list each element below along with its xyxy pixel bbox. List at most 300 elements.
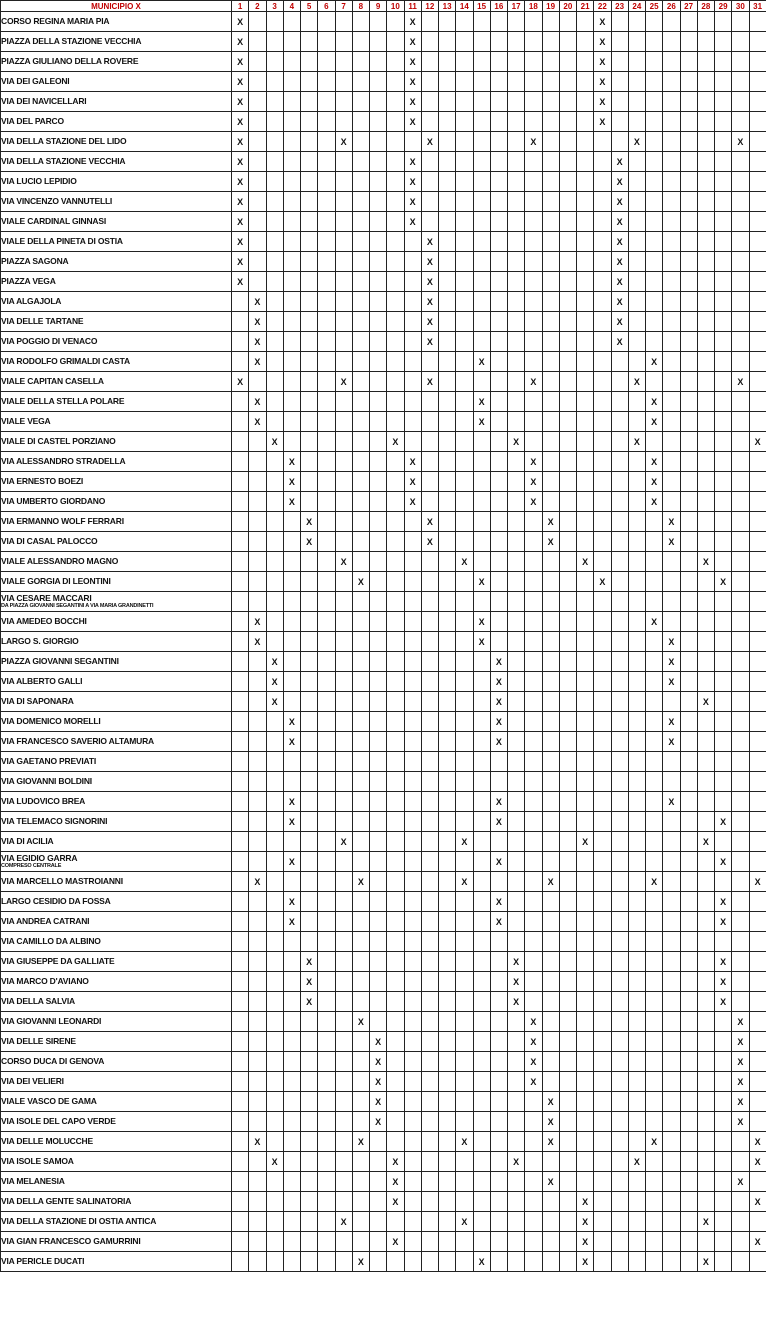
day-cell-26 [663, 532, 680, 552]
day-cell-21 [577, 132, 594, 152]
day-cell-23 [611, 252, 628, 272]
day-cell-2 [249, 212, 266, 232]
header-row [1, 1, 766, 12]
day-cell-9 [370, 132, 387, 152]
street-name-cell [1, 672, 232, 692]
schedule-mark: X [237, 236, 244, 247]
day-cell-27 [680, 1072, 697, 1092]
day-cell-20 [559, 212, 576, 232]
day-cell-17 [508, 992, 525, 1012]
day-cell-27 [680, 592, 697, 612]
schedule-mark: X [651, 1136, 658, 1147]
day-cell-19 [542, 932, 559, 952]
day-cell-12 [421, 212, 438, 232]
day-cell-18 [525, 1232, 542, 1252]
day-cell-30 [732, 1212, 749, 1232]
day-cell-19 [542, 492, 559, 512]
table-row [1, 292, 766, 312]
day-cell-21 [577, 172, 594, 192]
street-name: VIA ISOLE SAMOA [1, 1156, 74, 1166]
day-cell-29 [715, 1232, 732, 1252]
day-cell-25 [646, 772, 663, 792]
schedule-mark: X [582, 1256, 589, 1267]
day-cell-2 [249, 632, 266, 652]
day-cell-3 [266, 792, 283, 812]
day-cell-7 [335, 672, 352, 692]
day-cell-10 [387, 1032, 404, 1052]
street-name: VIA FRANCESCO SAVERIO ALTAMURA [1, 736, 154, 746]
day-cell-3 [266, 312, 283, 332]
day-cell-9 [370, 612, 387, 632]
day-cell-15 [473, 912, 490, 932]
day-cell-5 [301, 312, 318, 332]
day-cell-22 [594, 1112, 611, 1132]
day-cell-24 [628, 112, 645, 132]
day-cell-28 [697, 192, 714, 212]
day-cell-31 [749, 992, 766, 1012]
day-cell-22 [594, 172, 611, 192]
day-cell-17 [508, 932, 525, 952]
day-cell-14 [456, 692, 473, 712]
day-cell-24 [628, 492, 645, 512]
day-cell-25 [646, 852, 663, 872]
day-cell-28 [697, 232, 714, 252]
day-cell-19 [542, 172, 559, 192]
day-cell-14 [456, 72, 473, 92]
day-cell-12 [421, 712, 438, 732]
day-cell-8 [352, 192, 369, 212]
day-cell-26 [663, 972, 680, 992]
day-cell-2 [249, 932, 266, 952]
day-cell-13 [439, 392, 456, 412]
day-cell-25 [646, 812, 663, 832]
day-cell-4 [283, 592, 300, 612]
street-name-cell [1, 952, 232, 972]
day-cell-7 [335, 12, 352, 32]
day-cell-12 [421, 252, 438, 272]
day-cell-23 [611, 72, 628, 92]
day-cell-27 [680, 532, 697, 552]
day-cell-20 [559, 252, 576, 272]
day-cell-5 [301, 332, 318, 352]
day-cell-13 [439, 632, 456, 652]
day-cell-4 [283, 652, 300, 672]
table-row [1, 32, 766, 52]
schedule-mark: X [720, 856, 727, 867]
table-row [1, 1012, 766, 1032]
day-cell-23 [611, 1152, 628, 1172]
day-cell-7 [335, 972, 352, 992]
day-cell-8 [352, 1132, 369, 1152]
day-cell-22 [594, 332, 611, 352]
day-cell-26 [663, 452, 680, 472]
day-cell-4 [283, 812, 300, 832]
day-cell-8 [352, 672, 369, 692]
day-cell-24 [628, 72, 645, 92]
street-note: COMPRESO CENTRALE [1, 863, 62, 869]
day-cell-14 [456, 632, 473, 652]
day-cell-3 [266, 52, 283, 72]
day-cell-11 [404, 1212, 421, 1232]
schedule-mark: X [513, 976, 520, 987]
day-header-31: 31 [749, 1, 766, 12]
street-name-cell [1, 312, 232, 332]
day-cell-13 [439, 732, 456, 752]
day-cell-28 [697, 552, 714, 572]
day-cell-10 [387, 472, 404, 492]
day-cell-11 [404, 632, 421, 652]
day-cell-20 [559, 612, 576, 632]
day-cell-4 [283, 1012, 300, 1032]
day-cell-26 [663, 1152, 680, 1172]
schedule-mark: X [530, 496, 537, 507]
day-cell-24 [628, 232, 645, 252]
day-cell-8 [352, 372, 369, 392]
day-cell-4 [283, 632, 300, 652]
day-cell-9 [370, 532, 387, 552]
day-cell-14 [456, 12, 473, 32]
day-cell-31 [749, 232, 766, 252]
day-cell-25 [646, 252, 663, 272]
street-name-cell [1, 332, 232, 352]
day-cell-9 [370, 672, 387, 692]
day-cell-25 [646, 412, 663, 432]
day-cell-18 [525, 592, 542, 612]
day-cell-19 [542, 232, 559, 252]
street-name: VIA GIOVANNI LEONARDI [1, 1016, 102, 1026]
day-cell-16 [490, 172, 507, 192]
day-cell-9 [370, 432, 387, 452]
street-name: VIA CESARE MACCARI [1, 593, 92, 603]
day-cell-5 [301, 652, 318, 672]
day-cell-22 [594, 1092, 611, 1112]
day-cell-30 [732, 912, 749, 932]
day-cell-20 [559, 1112, 576, 1132]
day-cell-15 [473, 1092, 490, 1112]
day-cell-5 [301, 432, 318, 452]
day-cell-23 [611, 1252, 628, 1272]
day-cell-2 [249, 872, 266, 892]
day-cell-4 [283, 152, 300, 172]
day-cell-22 [594, 772, 611, 792]
day-cell-24 [628, 332, 645, 352]
day-cell-27 [680, 472, 697, 492]
street-name-cell [1, 592, 232, 612]
day-cell-18 [525, 752, 542, 772]
schedule-mark: X [254, 296, 261, 307]
day-cell-14 [456, 172, 473, 192]
table-row [1, 92, 766, 112]
day-cell-18 [525, 972, 542, 992]
day-cell-29 [715, 1252, 732, 1272]
day-cell-19 [542, 852, 559, 872]
day-cell-18 [525, 1212, 542, 1232]
day-cell-11 [404, 12, 421, 32]
day-cell-17 [508, 812, 525, 832]
day-cell-5 [301, 612, 318, 632]
day-cell-1 [232, 432, 249, 452]
day-cell-18 [525, 772, 542, 792]
day-cell-31 [749, 892, 766, 912]
day-cell-12 [421, 52, 438, 72]
street-name: VIA LUDOVICO BREA [1, 796, 86, 806]
day-cell-29 [715, 752, 732, 772]
day-header-22: 22 [594, 1, 611, 12]
day-cell-31 [749, 432, 766, 452]
day-cell-10 [387, 132, 404, 152]
schedule-mark: X [651, 476, 658, 487]
day-cell-27 [680, 272, 697, 292]
day-cell-1 [232, 872, 249, 892]
schedule-mark: X [254, 1136, 261, 1147]
day-cell-2 [249, 852, 266, 872]
street-name: VIALE ALESSANDRO MAGNO [1, 556, 119, 566]
schedule-mark: X [668, 736, 675, 747]
day-cell-19 [542, 1212, 559, 1232]
day-cell-1 [232, 752, 249, 772]
street-name: VIA ERNESTO BOEZI [1, 476, 84, 486]
street-name-cell [1, 1152, 232, 1172]
day-cell-29 [715, 772, 732, 792]
day-cell-15 [473, 392, 490, 412]
day-cell-1 [232, 1092, 249, 1112]
day-cell-3 [266, 272, 283, 292]
day-cell-6 [318, 852, 335, 872]
schedule-mark: X [409, 16, 416, 27]
day-cell-26 [663, 212, 680, 232]
day-cell-14 [456, 412, 473, 432]
table-row [1, 492, 766, 512]
day-cell-28 [697, 132, 714, 152]
day-cell-10 [387, 632, 404, 652]
day-cell-16 [490, 1012, 507, 1032]
street-name: VIA DELLA STAZIONE DEL LIDO [1, 136, 127, 146]
schedule-mark: X [237, 156, 244, 167]
day-cell-29 [715, 292, 732, 312]
street-name-cell [1, 52, 232, 72]
day-cell-5 [301, 692, 318, 712]
day-cell-17 [508, 912, 525, 932]
schedule-mark: X [426, 236, 433, 247]
day-cell-29 [715, 1152, 732, 1172]
day-cell-28 [697, 532, 714, 552]
day-cell-28 [697, 752, 714, 772]
day-cell-8 [352, 72, 369, 92]
day-cell-29 [715, 972, 732, 992]
day-cell-12 [421, 352, 438, 372]
day-cell-10 [387, 712, 404, 732]
table-row [1, 172, 766, 192]
day-cell-27 [680, 672, 697, 692]
day-cell-6 [318, 752, 335, 772]
day-cell-24 [628, 132, 645, 152]
day-cell-11 [404, 512, 421, 532]
day-cell-21 [577, 12, 594, 32]
schedule-mark: X [409, 216, 416, 227]
day-cell-10 [387, 1092, 404, 1112]
day-cell-14 [456, 972, 473, 992]
day-cell-27 [680, 372, 697, 392]
schedule-mark: X [461, 836, 468, 847]
day-cell-15 [473, 1192, 490, 1212]
day-cell-6 [318, 152, 335, 172]
day-cell-1 [232, 632, 249, 652]
street-name-cell [1, 972, 232, 992]
day-cell-16 [490, 432, 507, 452]
day-cell-16 [490, 132, 507, 152]
day-cell-4 [283, 672, 300, 692]
day-cell-14 [456, 1212, 473, 1232]
day-cell-14 [456, 232, 473, 252]
day-cell-13 [439, 1032, 456, 1052]
day-cell-23 [611, 892, 628, 912]
schedule-mark: X [478, 576, 485, 587]
day-cell-17 [508, 1032, 525, 1052]
day-cell-15 [473, 832, 490, 852]
day-cell-17 [508, 652, 525, 672]
day-cell-7 [335, 192, 352, 212]
schedule-mark: X [461, 556, 468, 567]
day-cell-21 [577, 272, 594, 292]
day-cell-29 [715, 232, 732, 252]
day-cell-28 [697, 772, 714, 792]
day-cell-2 [249, 372, 266, 392]
day-cell-26 [663, 752, 680, 772]
day-cell-9 [370, 1132, 387, 1152]
day-cell-11 [404, 572, 421, 592]
day-cell-14 [456, 932, 473, 952]
day-cell-12 [421, 992, 438, 1012]
day-cell-10 [387, 1152, 404, 1172]
schedule-mark: X [754, 1196, 761, 1207]
day-cell-17 [508, 952, 525, 972]
day-cell-19 [542, 1012, 559, 1032]
day-cell-10 [387, 992, 404, 1012]
schedule-mark: X [340, 1216, 347, 1227]
day-cell-5 [301, 1012, 318, 1032]
day-cell-15 [473, 992, 490, 1012]
day-cell-18 [525, 792, 542, 812]
day-cell-8 [352, 852, 369, 872]
day-cell-8 [352, 1252, 369, 1272]
day-cell-7 [335, 1192, 352, 1212]
day-cell-8 [352, 1012, 369, 1032]
day-cell-2 [249, 1252, 266, 1272]
day-cell-17 [508, 632, 525, 652]
day-header-16: 16 [490, 1, 507, 12]
day-cell-13 [439, 1232, 456, 1252]
schedule-mark: X [461, 1136, 468, 1147]
day-cell-19 [542, 692, 559, 712]
day-cell-12 [421, 132, 438, 152]
day-cell-30 [732, 212, 749, 232]
day-cell-28 [697, 852, 714, 872]
day-cell-24 [628, 1072, 645, 1092]
day-cell-20 [559, 152, 576, 172]
day-cell-15 [473, 92, 490, 112]
day-header-21: 21 [577, 1, 594, 12]
day-cell-11 [404, 372, 421, 392]
street-name-cell [1, 1032, 232, 1052]
table-row [1, 1052, 766, 1072]
day-cell-25 [646, 72, 663, 92]
schedule-mark: X [616, 176, 623, 187]
day-cell-31 [749, 72, 766, 92]
day-cell-14 [456, 52, 473, 72]
day-cell-14 [456, 32, 473, 52]
day-cell-21 [577, 632, 594, 652]
day-cell-28 [697, 152, 714, 172]
table-row [1, 392, 766, 412]
day-cell-1 [232, 412, 249, 432]
day-cell-18 [525, 172, 542, 192]
day-cell-28 [697, 1192, 714, 1212]
day-header-30: 30 [732, 1, 749, 12]
day-cell-24 [628, 1092, 645, 1112]
schedule-mark: X [271, 1156, 278, 1167]
day-cell-16 [490, 572, 507, 592]
day-cell-19 [542, 552, 559, 572]
table-row [1, 272, 766, 292]
day-cell-31 [749, 692, 766, 712]
day-cell-27 [680, 72, 697, 92]
street-name-cell [1, 112, 232, 132]
day-cell-6 [318, 132, 335, 152]
day-cell-6 [318, 612, 335, 632]
schedule-mark: X [530, 1076, 537, 1087]
day-cell-28 [697, 392, 714, 412]
day-cell-15 [473, 1212, 490, 1232]
day-cell-10 [387, 1192, 404, 1212]
day-cell-23 [611, 792, 628, 812]
day-cell-28 [697, 112, 714, 132]
day-cell-13 [439, 412, 456, 432]
day-cell-10 [387, 32, 404, 52]
day-cell-14 [456, 732, 473, 752]
street-name: VIA ERMANNO WOLF FERRARI [1, 516, 124, 526]
day-cell-1 [232, 992, 249, 1012]
day-cell-23 [611, 652, 628, 672]
schedule-mark: X [737, 1036, 744, 1047]
day-cell-15 [473, 732, 490, 752]
day-cell-11 [404, 972, 421, 992]
day-cell-9 [370, 932, 387, 952]
day-cell-18 [525, 1252, 542, 1272]
schedule-mark: X [530, 1036, 537, 1047]
day-cell-5 [301, 392, 318, 412]
day-header-17: 17 [508, 1, 525, 12]
day-cell-10 [387, 232, 404, 252]
day-cell-23 [611, 672, 628, 692]
day-cell-28 [697, 612, 714, 632]
day-cell-18 [525, 132, 542, 152]
day-cell-11 [404, 672, 421, 692]
schedule-mark: X [254, 616, 261, 627]
day-cell-17 [508, 132, 525, 152]
day-cell-25 [646, 472, 663, 492]
day-cell-14 [456, 1192, 473, 1212]
day-cell-11 [404, 472, 421, 492]
day-cell-2 [249, 112, 266, 132]
day-cell-17 [508, 512, 525, 532]
day-cell-3 [266, 392, 283, 412]
day-cell-16 [490, 512, 507, 532]
day-cell-24 [628, 952, 645, 972]
day-cell-6 [318, 1072, 335, 1092]
day-cell-30 [732, 352, 749, 372]
day-cell-13 [439, 612, 456, 632]
day-cell-12 [421, 432, 438, 452]
